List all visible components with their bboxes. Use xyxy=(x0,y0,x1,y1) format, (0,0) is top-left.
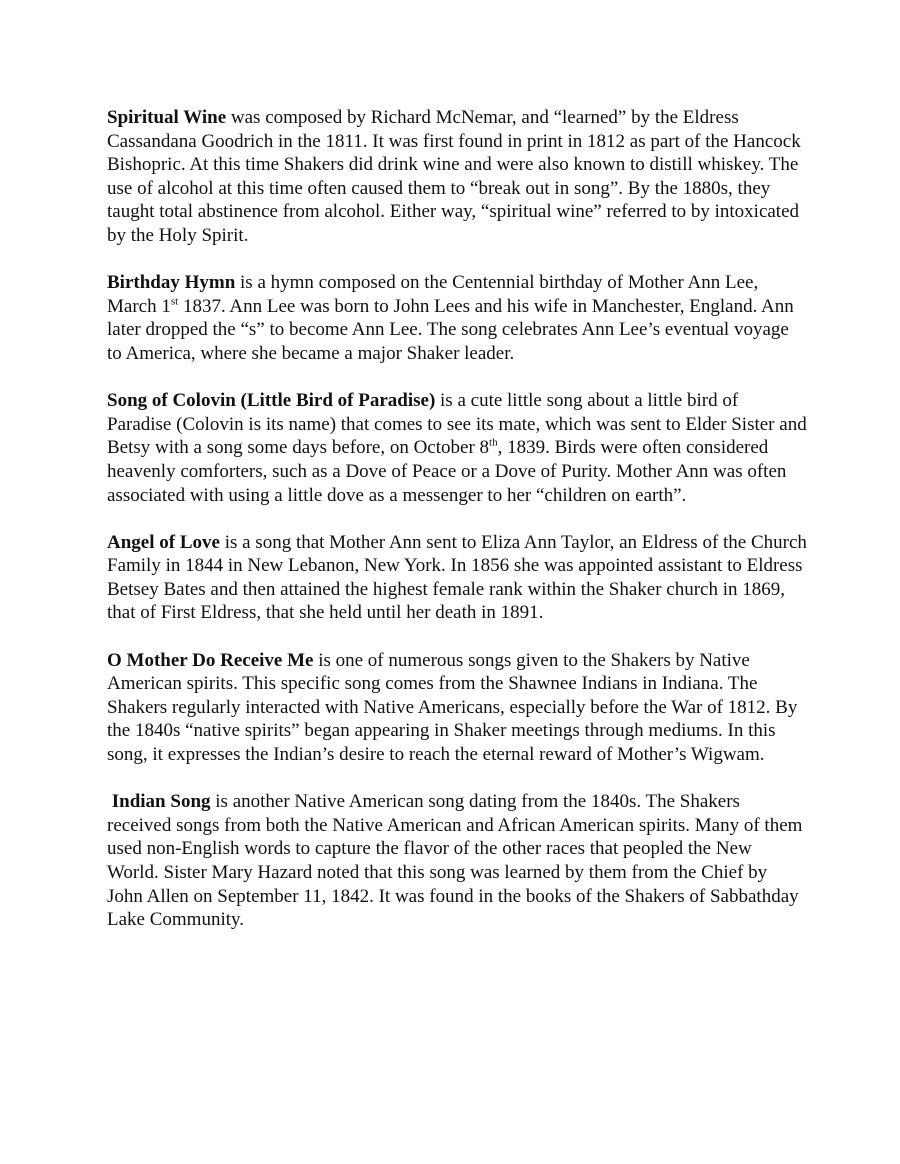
song-title: Indian Song xyxy=(111,791,211,813)
paragraph-text: is a cute little song about a little bird of Paradise (Colovin is its name) that comes to see its mate, which was sent to Elder Sister and Betsy with a song some days before, on October 8 xyxy=(107,390,807,459)
document-page xyxy=(107,106,807,955)
song-title: Birthday Hymn xyxy=(107,272,236,294)
song-title: Spiritual Wine xyxy=(107,107,227,128)
ordinal-suffix: th xyxy=(489,436,498,449)
song-title: Angel of Love xyxy=(107,531,220,553)
paragraph-spiritual-wine xyxy=(107,106,807,248)
paragraph-text: was composed by Richard McNemar, and “learned” by the Eldress Cassandana Goodrich in the 1811. It was first found in print in 1812 as part of the Hancock Bishopric. At this time Shakers did drink wine and were also known to distill whiskey. The use of alcohol at this time often caused them to “break out in song”. By the 1880s, they taught total abstinence from alcohol. Either way, “spiritual wine” referred to by intoxicated by the Holy Spirit. xyxy=(107,107,801,246)
paragraph-o-mother-do-receive-me xyxy=(107,649,807,767)
paragraph-text: is a song that Mother Ann sent to Eliza Ann Taylor, an Eldress of the Church Family in 1844 in New Lebanon, New York. In 1856 she was appointed assistant to Eldress Betsey Bates and then attained the highest female rank within the Shaker church in 1869, that of First Eldress, that she held until her death in 1891. xyxy=(107,531,807,624)
paragraph-text: is one of numerous songs given to the Shakers by Native American spirits. This specific song comes from the Shawnee Indians in Indiana. The Shakers regularly interacted with Native Americans, especially before the War of 1812. By the 1840s “native spirits” began appearing in Shaker meetings through mediums. In this song, it expresses the Indian’s desire to reach the eternal reward of Mother’s Wigwam. xyxy=(107,649,798,766)
paragraph-song-of-colovin xyxy=(107,389,807,507)
song-title: O Mother Do Receive Me xyxy=(107,649,314,671)
ordinal-suffix: st xyxy=(170,295,179,308)
paragraph-angel-of-love xyxy=(107,531,807,625)
paragraph-text: is another Native American song dating from the 1840s. The Shakers received songs from both the Native American and African American spirits. Many of them used non-English words to capture the flavor of the other races that peopled the New World. Sister Mary Hazard noted that this song was learned by them from the Chief by John Allen on September 11, 1842. It was found in the books of the Shakers of Sabbathday Lake Community. xyxy=(107,791,803,931)
paragraph-indian-song xyxy=(107,790,807,932)
paragraph-text: is a hymn composed on the Centennial birthday of Mother Ann Lee, March 1 xyxy=(107,272,759,317)
paragraph-text: 1837. Ann Lee was born to John Lees and his wife in Manchester, England. Ann later dropped the “s” to become Ann Lee. The song celebrates Ann Lee’s eventual voyage to America, where she became a major Shaker leader. xyxy=(107,295,794,364)
paragraph-text: , 1839. Birds were often considered heavenly comforters, such as a Dove of Peace or a Dove of Purity. Mother Ann was often associated with using a little dove as a messenger to her “children on earth”. xyxy=(107,437,787,506)
paragraph-birthday-hymn xyxy=(107,271,807,365)
song-title: Song of Colovin (Little Bird of Paradise) xyxy=(107,390,436,412)
